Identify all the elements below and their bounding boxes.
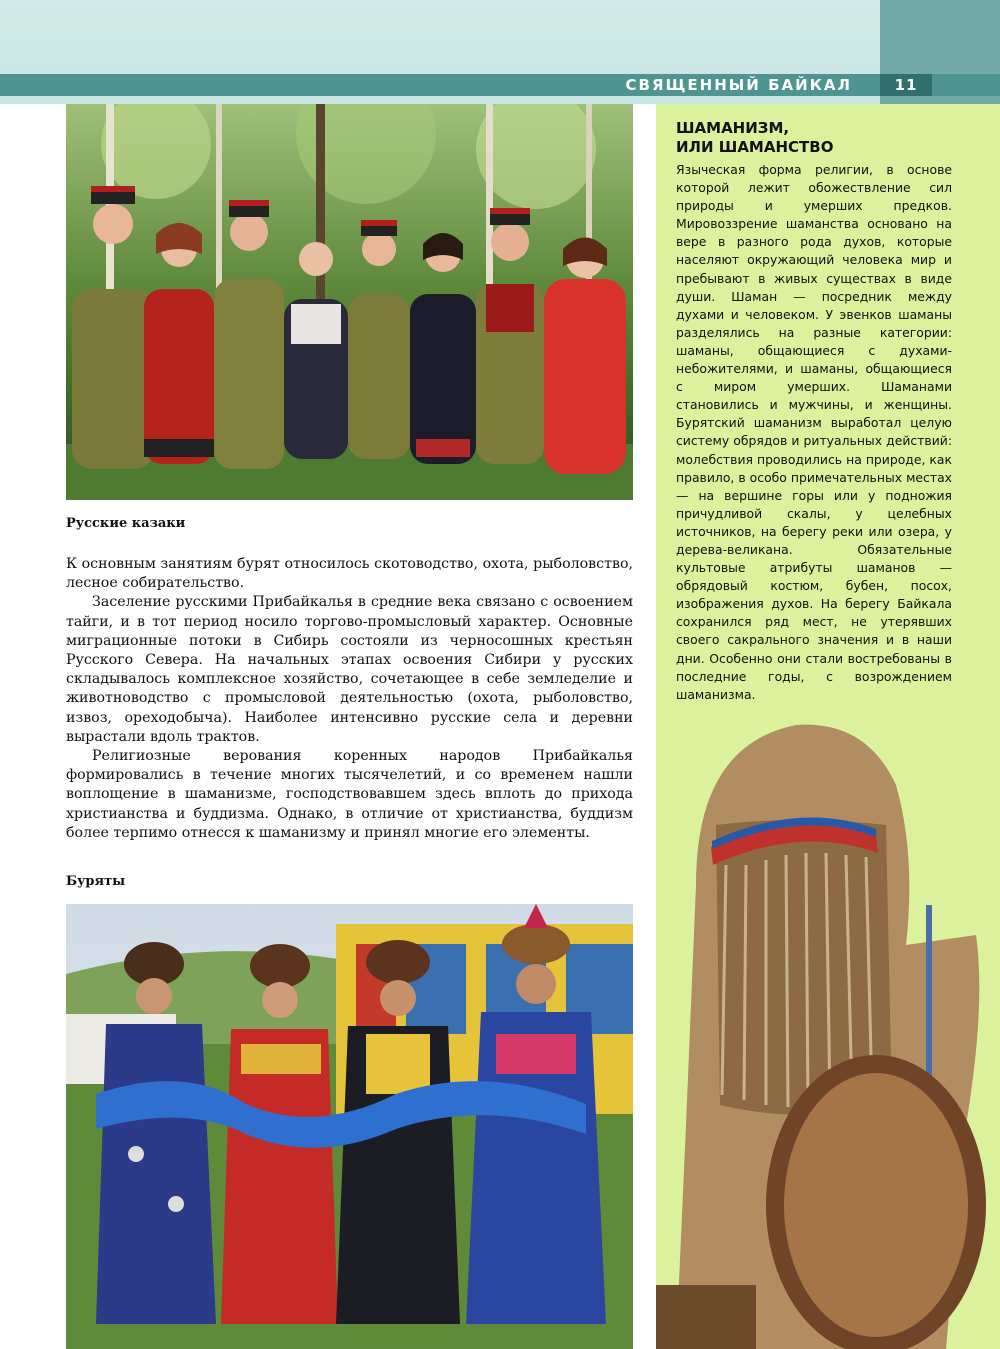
main-body-text — [66, 555, 633, 843]
caption-buryats: Буряты — [66, 874, 126, 889]
buryats-photo-illustration — [66, 904, 633, 1349]
caption-cossacks: Русские казаки — [66, 516, 186, 531]
body-paragraph-1: К основным занятиям бурят относилось скотоводство, охота, рыболовство, лесное собирательство. — [66, 556, 633, 592]
cossacks-photo-illustration — [66, 104, 633, 500]
photo-buryats — [66, 904, 633, 1349]
body-paragraph-2: Заселение русскими Прибайкалья в средние века связано с освоением тайги, и в тот период носило торгово-промысловый характер. Основные миграционные потоки в Сибирь состояли из черносошных крестьян Русского Севера. На начальных этапах освоения Сибири у русских складывалось комплексное хозяйство, сочетающее в себе земледелие и животноводство с промысловой деятельностью (охота, рыболовство, извоз, ореходобыча). Наиболее интенсивно русские села и деревни вырастали вдоль трактов. — [66, 594, 633, 745]
page-number: 11 — [894, 76, 918, 94]
sidebar-heading — [676, 119, 976, 157]
photo-russian-cossacks — [66, 104, 633, 500]
photo-shaman — [656, 705, 1000, 1349]
sidebar-text: Языческая форма религии, в основе которой лежит обожествление сил природы и умерших предков. Мировоззрение шаманства основано на вере в разного рода духов, которые населяют окружающий человека мир и пребывают в живых существах в виде души. Шаман — посредник между духами и человеком. У эвенков шаманы разделялись на разные категории: шаманы, общающиеся с духами-небожителями, и шаманы, общающиеся с миром умерших. Шаманами становились и мужчины, и женщины. Бурятский шаманизм выработал целую систему обрядов и ритуальных действий: молебствия проводились на природе, как правило, в особо примечательных местах — на вершине горы или у подножия причудливой скалы, у целебных источников, на берегу реки или озера, у дерева-великана. Обязательные культовые атрибуты шаманов — обрядовый костюм, бубен, посох, изображения духов. На берегу Байкала сохранился ряд мест, не утерявших своего сакрального значения и в наши дни. Особенно они стали востребованы в последние годы, с возрождением шаманизма. — [676, 162, 952, 702]
body-paragraph-3: Религиозные верования коренных народов Прибайкалья формировались в течение многих тысячелетий, и со временем нашли воплощение в шаманизме, господствовавшем здесь вплоть до прихода христианства и буддизма. Однако, в отличие от христианства, буддизм более терпимо отнесся к шаманизму и принял многие его элементы. — [66, 748, 633, 841]
running-header-title: СВЯЩЕННЫЙ БАЙКАЛ — [625, 76, 852, 94]
sidebar-heading-line-1: ШАМАНИЗМ, — [676, 119, 790, 137]
shaman-photo-illustration — [656, 705, 1000, 1349]
sidebar-heading-line-2: ИЛИ ШАМАНСТВО — [676, 138, 834, 156]
